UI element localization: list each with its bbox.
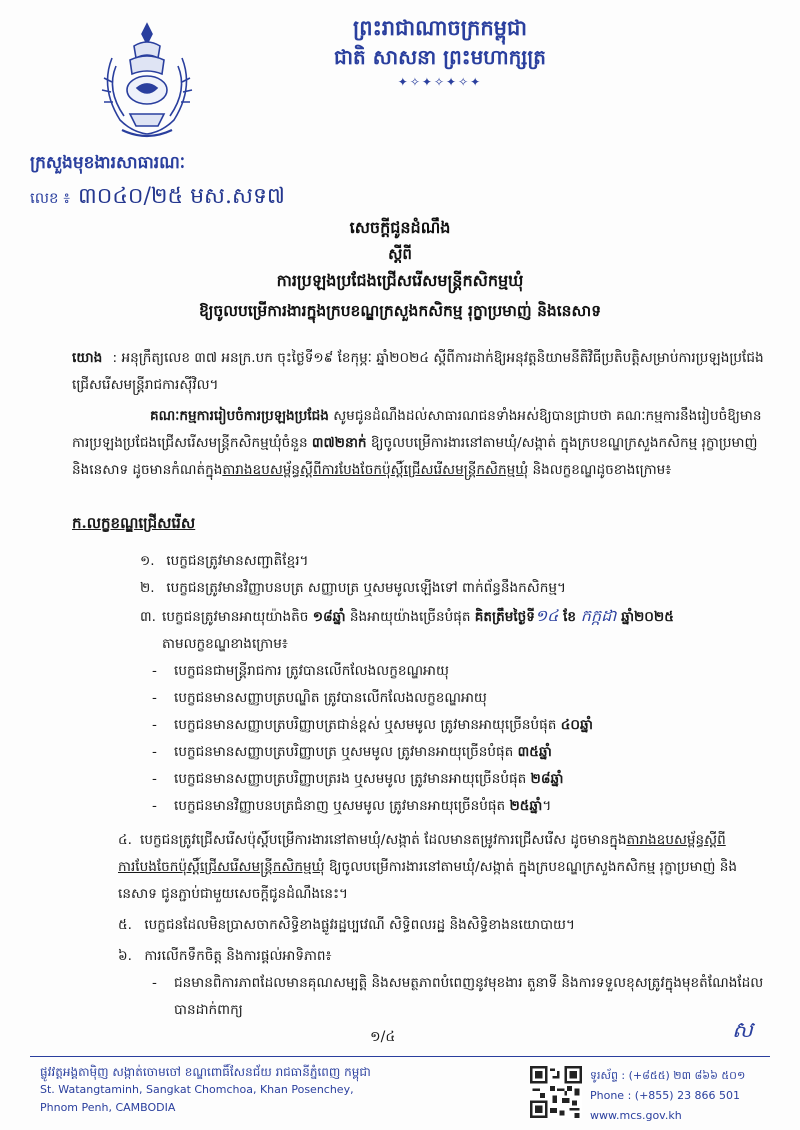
item-text: និងអាយុយ៉ាងច្រើនបំផុត (345, 609, 475, 625)
section-heading-criteria: ក.លក្ខខណ្ឌជ្រើសរើស (72, 514, 196, 532)
royal-emblem-icon (92, 18, 202, 146)
ministry-name: ក្រសួងមុខងារសាធារណៈ (30, 153, 186, 173)
announcement-text-b: ឱ្យចូលបម្រើការងារនៅតាមឃុំ/សង្កាត់ ក្នុងក្របខណ្ឌក្រសួងកសិកម្ម រុក្ខាប្រមាញ់ និងនេសាទ ដូចមានកំណត់ក្នុង (72, 435, 758, 478)
sub-item: - បេក្ខជនមានសញ្ញាបត្របរិញ្ញាបត្រជាន់ខ្ពស់ ឬសមមូល ត្រូវមានអាយុច្រើនបំផុត ៤០ឆ្នាំ (152, 717, 593, 733)
deadline-day: ១៤ (534, 606, 559, 625)
reference-paragraph-colon: : (112, 350, 118, 366)
sub-item: - បេក្ខជនមានសញ្ញាបត្របរិញ្ញាបត្ររង ឬសមមូល ត្រូវមានអាយុច្រើនបំផុត ២៨ឆ្នាំ (152, 771, 564, 787)
kingdom-header (290, 14, 590, 90)
title-line-2: ស្តីពី (388, 245, 412, 263)
page-number: ១/៤ (370, 1029, 396, 1045)
qr-code-icon (530, 1066, 582, 1118)
min-age: ១៨ឆ្នាំ (312, 609, 346, 625)
criteria-list-continued (118, 827, 770, 1024)
sub-item: - បេក្ខជនមានសញ្ញាបត្របណ្ឌិត ត្រូវបានលើកលែងលក្ខខណ្ឌអាយុ (152, 690, 487, 706)
list-item-age (140, 602, 770, 631)
title-line-3: ការប្រឡងប្រជែងជ្រើសរើសមន្ត្រីកសិកម្មឃុំ (276, 271, 524, 290)
list-item (140, 548, 770, 575)
footer-contact (590, 1066, 745, 1126)
item-text: បេក្ខជនត្រូវមានសញ្ជាតិខ្មែរ។ (166, 553, 309, 569)
month-label: ខែ (558, 609, 581, 625)
committee-name: គណៈកម្មការរៀបចំការប្រឡងប្រជែង (150, 408, 329, 424)
title-line-4: ឱ្យចូលបម្រើការងារក្នុងក្របខណ្ឌក្រសួងកសិកម្ម រុក្ខាប្រមាញ់ និងនេសាទ (198, 301, 602, 320)
item-text: បេក្ខជនដែលមិនប្រាសចាកសិទ្ធិខាងផ្លូវរដ្ឋប្បវេណី សិទ្ធិពលរដ្ឋ និងសិទ្ធិខាងនយោបាយ។ (144, 917, 575, 933)
item-number: ៣. (140, 609, 156, 625)
list-item-priority (118, 943, 770, 970)
sub-item: - បេក្ខជនមានសញ្ញាបត្របរិញ្ញាបត្រ ឬសមមូល ត្រូវមានអាយុច្រើនបំផុត ៣៥ឆ្នាំ (152, 744, 552, 760)
sub-item-text: បេក្ខជនមានវិញ្ញាបនបត្រជំនាញ ឬសមមូល ត្រូវមានអាយុច្រើនបំផុត (174, 798, 510, 814)
announcement-text-c: និងលក្ខខណ្ឌដូចខាងក្រោម៖ (528, 462, 672, 478)
item-number: ៥. (118, 917, 132, 933)
deadline-year: ឆ្នាំ២០២៥ (616, 609, 674, 625)
list-item (140, 575, 770, 602)
criteria-list (140, 548, 770, 820)
announcement-text-a: សូមជូនដំណឹងដល់សាធារណជនទាំងអស់ឱ្យបានជ្រាបថា គណៈកម្មការនឹងរៀបចំឱ្យមានការប្រឡងប្រជែងជ្រើសរើសមន្ត្រីកសិកម្មឃុំចំនួន (72, 408, 762, 451)
sub-item: - បេក្ខជនមានវិញ្ញាបនបត្រជំនាញ ឬសមមូល ត្រូវមានអាយុច្រើនបំផុត ២៥ឆ្នាំ។ (152, 798, 552, 814)
address-en-line-1: St. Watangtaminh, Sangkat Chomchoa, Khan Posenchey, (40, 1083, 354, 1096)
sub-item-text: បេក្ខជនមានសញ្ញាបត្របរិញ្ញាបត្រ ឬសមមូល ត្រូវមានអាយុច្រើនបំផុត (174, 744, 518, 760)
item-number: ៦. (118, 948, 132, 964)
sub-item-age: ៣៥ឆ្នាំ (517, 744, 552, 760)
list-item-post (118, 827, 770, 908)
item-text: បេក្ខជនត្រូវជ្រើសរើសប៉ុស្តិ៍បម្រើការងារនៅតាមឃុំ/សង្កាត់ ដែលមានតម្រូវការជ្រើសរើស ដូចមានក្នុង (140, 832, 627, 848)
sub-item-text: បេក្ខជនមានសញ្ញាបត្របរិញ្ញាបត្រជាន់ខ្ពស់ ឬសមមូល ត្រូវមានអាយុច្រើនបំផុត (174, 717, 561, 733)
handwritten-initial: ស (732, 1018, 753, 1043)
sub-item-text: បេក្ខជនជាមន្ត្រីរាជការ ត្រូវបានលើកលែងលក្ខខណ្ឌអាយុ (174, 663, 449, 679)
kingdom-name: ព្រះរាជាណាចក្រកម្ពុជា (352, 15, 527, 40)
phone-km: ទូរស័ព្ទ : (+៨៥៥) ២៣ ៨៦៦ ៥០១ (590, 1069, 746, 1082)
item-text: បេក្ខជនត្រូវមានវិញ្ញាបនបត្រ សញ្ញាបត្រ ឬសមមូលឡើងទៅ ពាក់ព័ន្ធនឹងកសិកម្ម។ (166, 580, 566, 596)
sub-item-age: ២៨ឆ្នាំ (530, 771, 564, 787)
age-conditions-intro: តាមលក្ខខណ្ឌខាងក្រោម៖ (162, 636, 288, 652)
national-motto: ជាតិ សាសនា ព្រះមហាក្សត្រ (334, 45, 546, 69)
item-text: ឱ្យចូលបម្រើការងារនៅតាមឃុំ/សង្កាត់ ក្នុងក្របខណ្ឌក្រសួងកសិកម្ម រុក្ខាប្រមាញ់ និងនេសាទ ជូនភ្ជាប់ជាមួយសេចក្តីជូនដំណឹងនេះ។ (118, 859, 738, 902)
annex-table-link: តារាងឧបសម្ព័ន្ធស្តីពីការបែងចែកប៉ុស្តិ៍ជ្រើសរើសមន្ត្រីកសិកម្មឃុំ (222, 462, 529, 478)
title-line-1: សេចក្តីជូនដំណឹង (349, 218, 451, 237)
item-number: ៤. (118, 832, 132, 848)
sub-item-text: បេក្ខជនមានសញ្ញាបត្របរិញ្ញាបត្ររង ឬសមមូល ត្រូវមានអាយុច្រើនបំផុត (174, 771, 531, 787)
reference-label: លេខ ៖ (30, 189, 70, 207)
document-title (40, 214, 760, 326)
item-number: ២. (140, 580, 155, 596)
sub-item-end: ។ (542, 798, 552, 814)
address-km: ផ្លូវវត្តអង្គតាម៉ិញ សង្កាត់ចោមចៅ ខណ្ឌពោធិ៍សែនជ័យ រាជធានីភ្នំពេញ កម្ពុជា (40, 1065, 371, 1079)
deadline-label: គិតត្រឹមថ្ងៃទី (474, 609, 535, 625)
reference-value: ៣០៤០/២៥ មស.សទ៧ (77, 184, 285, 209)
website-link[interactable]: www.mcs.gov.kh (590, 1109, 682, 1122)
reference-paragraph-label: យោង (72, 350, 103, 366)
header-ornament: ✦✧✦✧✦✧✦ (397, 75, 483, 89)
phone-en: Phone : (+855) 23 866 501 (590, 1089, 741, 1102)
list-item-rights (118, 912, 770, 939)
footer-address (40, 1063, 371, 1117)
annex-table-link: តារាងឧបសម្ព័ន្ធស្តីពីការបែងចែកប៉ុស្តិ៍ជ្រើសរើសមន្ត្រីកសិកម្មឃុំ (118, 832, 726, 875)
announcement-paragraph (72, 403, 772, 484)
deadline-month: កក្កដា (580, 606, 617, 625)
sub-item-age: ៤០ឆ្នាំ (560, 717, 593, 733)
sub-item: - បេក្ខជនជាមន្ត្រីរាជការ ត្រូវបានលើកលែងលក្ខខណ្ឌអាយុ (152, 663, 449, 679)
recruit-count: ៣៧២នាក់ (311, 435, 367, 451)
item-text: ការលើកទឹកចិត្ត និងការផ្តល់អាទិភាព៖ (144, 948, 332, 964)
sub-item: - ជនមានពិការភាពដែលមានគុណសម្បត្តិ និងសមត្ថភាពបំពេញនូវមុខងារ តួនាទី និងការទទួលខុសត្រូវក្នុងមុខតំណែងដែលបានដាក់ពាក្យ (152, 975, 764, 1018)
sub-item-text: ជនមានពិការភាពដែលមានគុណសម្បត្តិ និងសមត្ថភាពបំពេញនូវមុខងារ តួនាទី និងការទទួលខុសត្រូវក្នុងមុខតំណែងដែលបានដាក់ពាក្យ (174, 975, 764, 1018)
sub-item-text: បេក្ខជនមានសញ្ញាបត្របណ្ឌិត ត្រូវបានលើកលែងលក្ខខណ្ឌអាយុ (174, 690, 487, 706)
reference-paragraph-text: អនុក្រឹត្យលេខ ៣៧ អនក្រ.បក ចុះថ្ងៃទី១៩ ខែកុម្ភៈ ឆ្នាំ២០២៤ ស្តីពីការដាក់ឱ្យអនុវត្តនិយាមនីតិវិធីប្រតិបត្តិសម្រាប់ការប្រឡងប្រជែងជ្រើសរើសមន្ត្រីរាជការស៊ីវិល។ (72, 350, 764, 393)
sub-item-age: ២៥ឆ្នាំ (509, 798, 543, 814)
reference-paragraph (72, 345, 772, 399)
footer-divider (30, 1056, 770, 1057)
reference-number (30, 182, 285, 214)
address-en-line-2: Phnom Penh, CAMBODIA (40, 1101, 176, 1114)
item-text: បេក្ខជនត្រូវមានអាយុយ៉ាងតិច (162, 609, 313, 625)
item-number: ១. (140, 553, 155, 569)
